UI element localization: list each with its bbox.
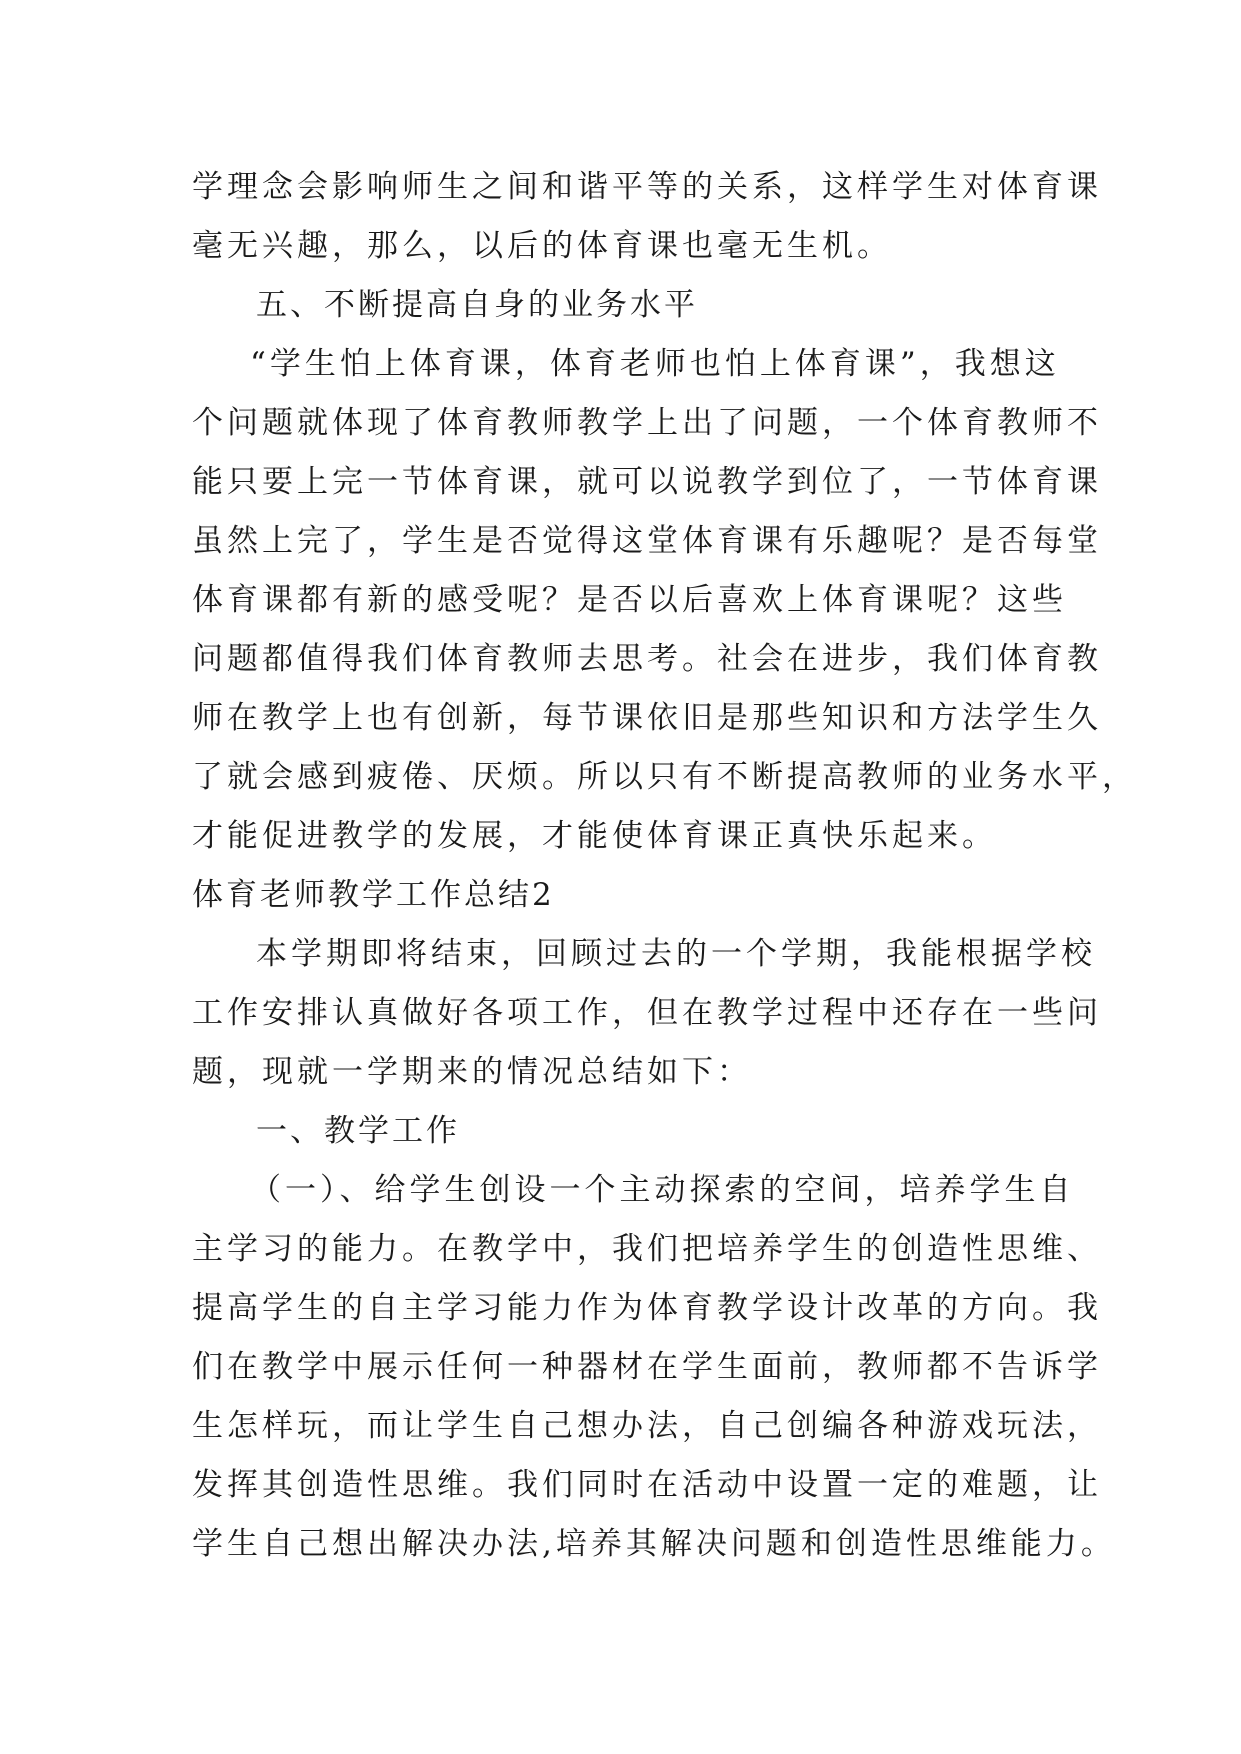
text-line: 体育课都有新的感受呢？是否以后喜欢上体育课呢？这些 — [192, 582, 1067, 618]
text-line: 本学期即将结束，回顾过去的一个学期，我能根据学校 — [256, 936, 1096, 972]
section-heading: 一、教学工作 — [256, 1113, 460, 1149]
text-line: 问题都值得我们体育教师去思考。社会在进步，我们体育教 — [192, 641, 1102, 677]
text-line: 虽然上完了，学生是否觉得这堂体育课有乐趣呢？是否每堂 — [192, 523, 1102, 559]
text-line: 学理念会影响师生之间和谐平等的关系，这样学生对体育课 — [192, 169, 1102, 205]
text-line: 提高学生的自主学习能力作为体育教学设计改革的方向。我 — [192, 1290, 1102, 1326]
text-line: 了就会感到疲倦、厌烦。所以只有不断提高教师的业务水平， — [192, 759, 1137, 795]
text-line: 个问题就体现了体育教师教学上出了问题，一个体育教师不 — [192, 405, 1102, 441]
document-title: 体育老师教学工作总结2 — [192, 877, 555, 913]
section-heading: 五、不断提高自身的业务水平 — [256, 287, 698, 323]
text-line: 生怎样玩，而让学生自己想办法，自己创编各种游戏玩法， — [192, 1408, 1102, 1444]
text-line: 发挥其创造性思维。我们同时在活动中设置一定的难题，让 — [192, 1467, 1102, 1503]
text-line: 主学习的能力。在教学中，我们把培养学生的创造性思维、 — [192, 1231, 1102, 1267]
text-line: 师在教学上也有创新，每节课依旧是那些知识和方法学生久 — [192, 700, 1102, 736]
text-line: 毫无兴趣，那么，以后的体育课也毫无生机。 — [192, 228, 892, 264]
text-line: 能只要上完一节体育课，就可以说教学到位了，一节体育课 — [192, 464, 1102, 500]
text-line: 才能促进教学的发展，才能使体育课正真快乐起来。 — [192, 818, 997, 854]
document-body — [192, 158, 1137, 1574]
text-line: 题，现就一学期来的情况总结如下： — [192, 1054, 752, 1090]
text-line: 工作安排认真做好各项工作，但在教学过程中还存在一些问 — [192, 995, 1102, 1031]
text-line: 学生自己想出解决办法,培养其解决问题和创造性思维能力。 — [192, 1526, 1116, 1562]
text-line: “学生怕上体育课，体育老师也怕上体育课”，我想这 — [250, 346, 1060, 382]
text-line: （一）、给学生创设一个主动探索的空间，培养学生自 — [250, 1172, 1075, 1208]
text-line: 们在教学中展示任何一种器材在学生面前，教师都不告诉学 — [192, 1349, 1102, 1385]
